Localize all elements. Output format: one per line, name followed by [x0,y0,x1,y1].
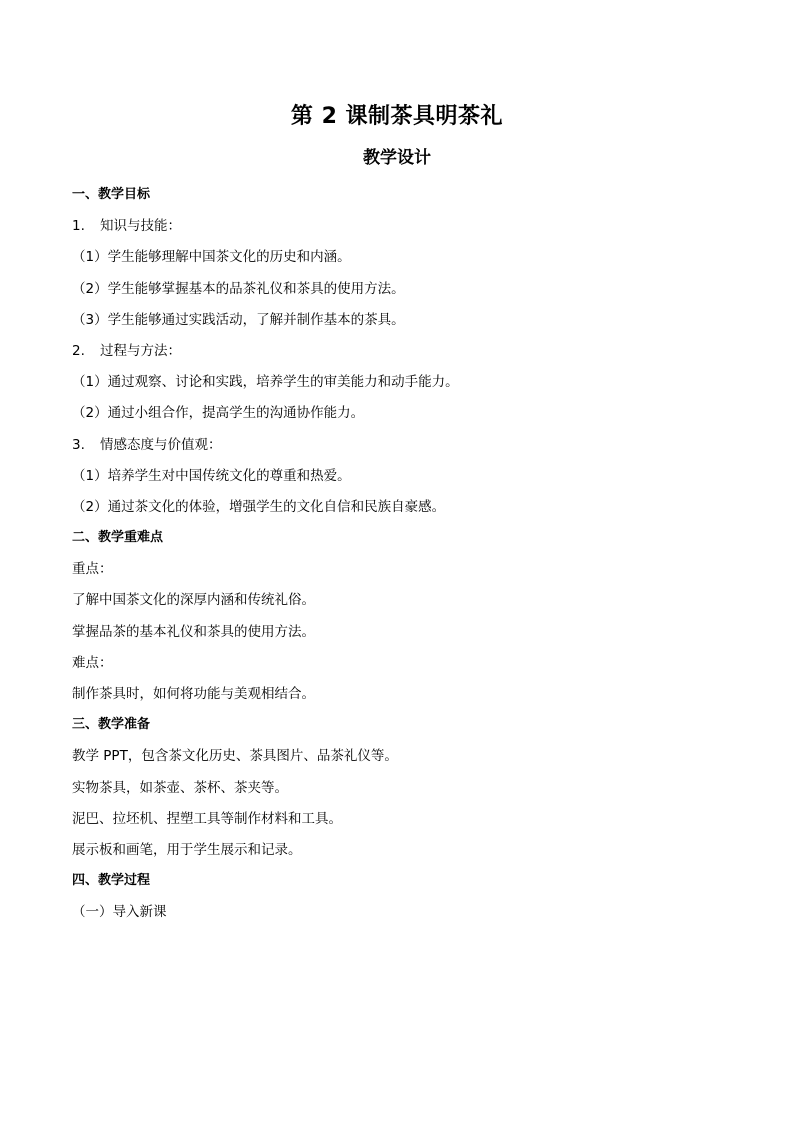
paragraph-line: （1）学生能够理解中国茶文化的历史和内涵。 [72,249,351,266]
paragraph-line: （3）学生能够通过实践活动，了解并制作基本的茶具。 [72,311,405,328]
item-text: 知识与技能： [100,218,181,235]
item-number: 1. [72,218,85,235]
paragraph-line: 重点： [72,561,113,578]
paragraph-line: 了解中国茶文化的深厚内涵和传统礼俗。 [72,592,315,609]
item-number: 2. [72,342,85,359]
item-text: 情感态度与价值观： [100,436,222,453]
item-text: 过程与方法： [100,342,181,359]
paragraph-line: 制作茶具时，如何将功能与美观相结合。 [72,686,315,702]
paragraph-line: 泥巴、拉坯机、捏塑工具等制作材料和工具。 [72,810,342,827]
paragraph-line: 实物茶具，如茶壶、茶杯、茶夹等。 [72,779,288,796]
section-heading: 一、教学目标 [72,187,151,202]
section-heading: 三、教学准备 [72,717,151,733]
paragraph-line: （2）学生能够掌握基本的品茶礼仪和茶具的使用方法。 [72,280,405,297]
item-number: 3. [72,436,85,453]
paragraph-line: 掌握品茶的基本礼仪和茶具的使用方法。 [72,623,315,640]
numbered-item [72,339,732,370]
paragraph-line: （一）导入新课 [72,904,167,921]
paragraph-line: （1）培养学生对中国传统文化的尊重和热爱。 [72,467,351,484]
paragraph-line: （2）通过小组合作，提高学生的沟通协作能力。 [72,405,365,422]
numbered-item [72,214,732,245]
document-subtitle: 教学设计 [363,148,431,168]
section-heading: 四、教学过程 [72,873,151,889]
section-heading: 二、教学重难点 [72,530,164,546]
numbered-item [72,433,732,464]
paragraph-line: 教学 PPT，包含茶文化历史、茶具图片、品茶礼仪等。 [72,748,398,765]
paragraph-line: 难点： [72,654,113,671]
document-body [72,183,732,932]
paragraph-line: （1）通过观察、讨论和实践，培养学生的审美能力和动手能力。 [72,374,459,391]
document-title: 第 2 课制茶具明茶礼 [290,104,504,129]
paragraph-line: 展示板和画笔，用于学生展示和记录。 [72,841,302,858]
paragraph-line: （2）通过茶文化的体验，增强学生的文化自信和民族自豪感。 [72,498,446,515]
